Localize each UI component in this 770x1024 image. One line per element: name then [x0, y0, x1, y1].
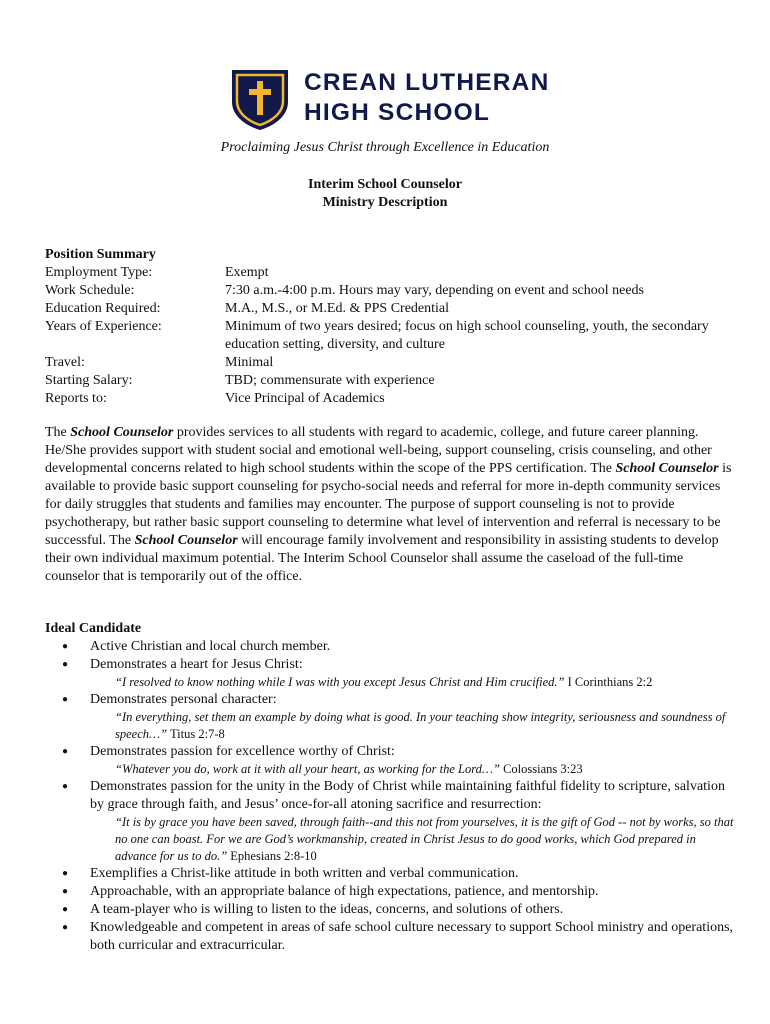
list-item — [45, 883, 735, 901]
title-line1: Interim School Counselor — [308, 177, 462, 192]
summary-value: Minimal — [225, 355, 274, 370]
title-line2: Ministry Description — [322, 195, 448, 210]
cross-shield-icon — [230, 68, 290, 132]
summary-label: Starting Salary: — [45, 373, 133, 388]
bullet-icon: ● — [62, 746, 69, 757]
summary-row — [45, 300, 735, 318]
list-item-text: Approachable, with an appropriate balance of high expectations, patience, and mentorship. — [90, 884, 599, 899]
list-item-text: Active Christian and local church member. — [90, 639, 331, 654]
verse-reference: Ephesians 2:8-10 — [227, 849, 317, 863]
list-item — [45, 638, 735, 656]
summary-value: M.A., M.S., or M.Ed. & PPS Credential — [225, 301, 450, 316]
summary-row — [45, 282, 735, 300]
scripture-quote — [90, 761, 735, 778]
list-item-text: Exemplifies a Christ-like attitude in both written and verbal communication. — [90, 866, 519, 881]
bullet-icon: ● — [62, 694, 69, 705]
list-item — [45, 743, 735, 778]
list-item — [45, 691, 735, 743]
verse-text: “In everything, set them an example by doing what is good. In your teaching show integrity, seriousness and soundness of speech…” — [115, 710, 726, 741]
description-text: will encourage family involvement and responsibility in assisting students to develop their own individual maximum potential. The Interim School Counselor shall assume the caseload of the full-time counselor that is temporarily out of the office. — [45, 533, 719, 584]
summary-label: Reports to: — [45, 391, 107, 406]
letterhead — [230, 60, 570, 140]
list-item — [45, 919, 735, 955]
summary-value: Exempt — [225, 265, 269, 280]
summary-label: Work Schedule: — [45, 283, 135, 298]
ideal-heading: Ideal Candidate — [45, 621, 142, 636]
document-title — [0, 176, 770, 212]
list-item — [45, 865, 735, 883]
summary-value: 7:30 a.m.-4:00 p.m. Hours may vary, depending on event and school needs — [225, 283, 645, 298]
list-item-text: Demonstrates passion for excellence worthy of Christ: — [90, 744, 395, 759]
bullet-icon: ● — [62, 922, 69, 933]
summary-value: Minimum of two years desired; focus on high school counseling, youth, the secondary education setting, diversity, and culture — [225, 319, 709, 352]
role-name: School Counselor — [615, 461, 719, 476]
role-name: School Counselor — [134, 533, 238, 548]
scripture-quote — [90, 674, 735, 691]
ideal-list — [45, 638, 735, 955]
bullet-icon: ● — [62, 868, 69, 879]
role-description — [45, 424, 735, 586]
role-name: School Counselor — [70, 425, 174, 440]
bullet-icon: ● — [62, 659, 69, 670]
verse-reference: Colossians 3:23 — [499, 762, 583, 776]
list-item-text: Demonstrates passion for the unity in the Body of Christ while maintaining faithful fidelity to scripture, salvation by grace through faith, and Jesus’ once-for-all atoning sacrifice and resurrection: — [90, 779, 725, 812]
bullet-icon: ● — [62, 641, 69, 652]
verse-text: “It is by grace you have been saved, through faith--and this not from yourselves, it is the gift of God -- not by works, so that no one can boast. For we are God’s workmanship, created in Christ Jesus to do good works, which God prepared in advance for us to do.” — [115, 815, 734, 863]
list-item-text: Demonstrates a heart for Jesus Christ: — [90, 657, 303, 672]
list-item-text: Demonstrates personal character: — [90, 692, 277, 707]
summary-heading: Position Summary — [45, 247, 156, 262]
bullet-icon: ● — [62, 781, 69, 792]
summary-label: Travel: — [45, 355, 85, 370]
summary-value: Vice Principal of Academics — [225, 391, 385, 406]
description-text: The — [45, 425, 71, 440]
verse-text: “Whatever you do, work at it with all your heart, as working for the Lord…” — [115, 762, 500, 776]
summary-label: Years of Experience: — [45, 319, 162, 334]
tagline: Proclaiming Jesus Christ through Excellence in Education — [220, 140, 550, 155]
position-summary — [45, 246, 735, 408]
summary-value: TBD; commensurate with experience — [225, 373, 435, 388]
ideal-candidate — [45, 620, 735, 955]
school-name-line2: HIGH SCHOOL — [304, 99, 491, 126]
list-item — [45, 656, 735, 691]
verse-text: “I resolved to know nothing while I was with you except Jesus Christ and Him crucified.” — [115, 675, 565, 689]
scripture-quote — [90, 709, 735, 743]
bullet-icon: ● — [62, 904, 69, 915]
list-item — [45, 778, 735, 865]
summary-label: Employment Type: — [45, 265, 153, 280]
list-item-text: A team-player who is willing to listen to the ideas, concerns, and solutions of others. — [90, 902, 564, 917]
summary-label: Education Required: — [45, 301, 161, 316]
verse-reference: I Corinthians 2:2 — [564, 675, 653, 689]
description-text: is available to provide basic support counseling for psycho-social needs and referral for more in-depth community services for daily struggles that students and families may encounter. The purpose of support counseling is not to provide psychotherapy, but rather basic support counseling to determine what level of intervention and referral is necessary to be successful. The — [45, 461, 732, 548]
list-item — [45, 901, 735, 919]
summary-row — [45, 372, 735, 390]
summary-row — [45, 390, 735, 408]
school-name — [304, 68, 549, 128]
list-item-text: Knowledgeable and competent in areas of safe school culture necessary to support School ministry and operations, both curricular and extracurricular. — [90, 920, 734, 953]
description-text: provides services to all students with regard to academic, college, and future career planning. He/She provides support with student social and emotional well-being, support counseling, crisis counseling, and other developmental concerns related to high school students within the scope of the PPS certification. The — [45, 425, 712, 476]
school-name-line1: CREAN LUTHERAN — [304, 69, 550, 96]
summary-row — [45, 318, 735, 354]
bullet-icon: ● — [62, 886, 69, 897]
summary-row — [45, 354, 735, 372]
verse-reference: Titus 2:7-8 — [167, 727, 225, 741]
scripture-quote — [90, 814, 735, 865]
summary-row — [45, 264, 735, 282]
